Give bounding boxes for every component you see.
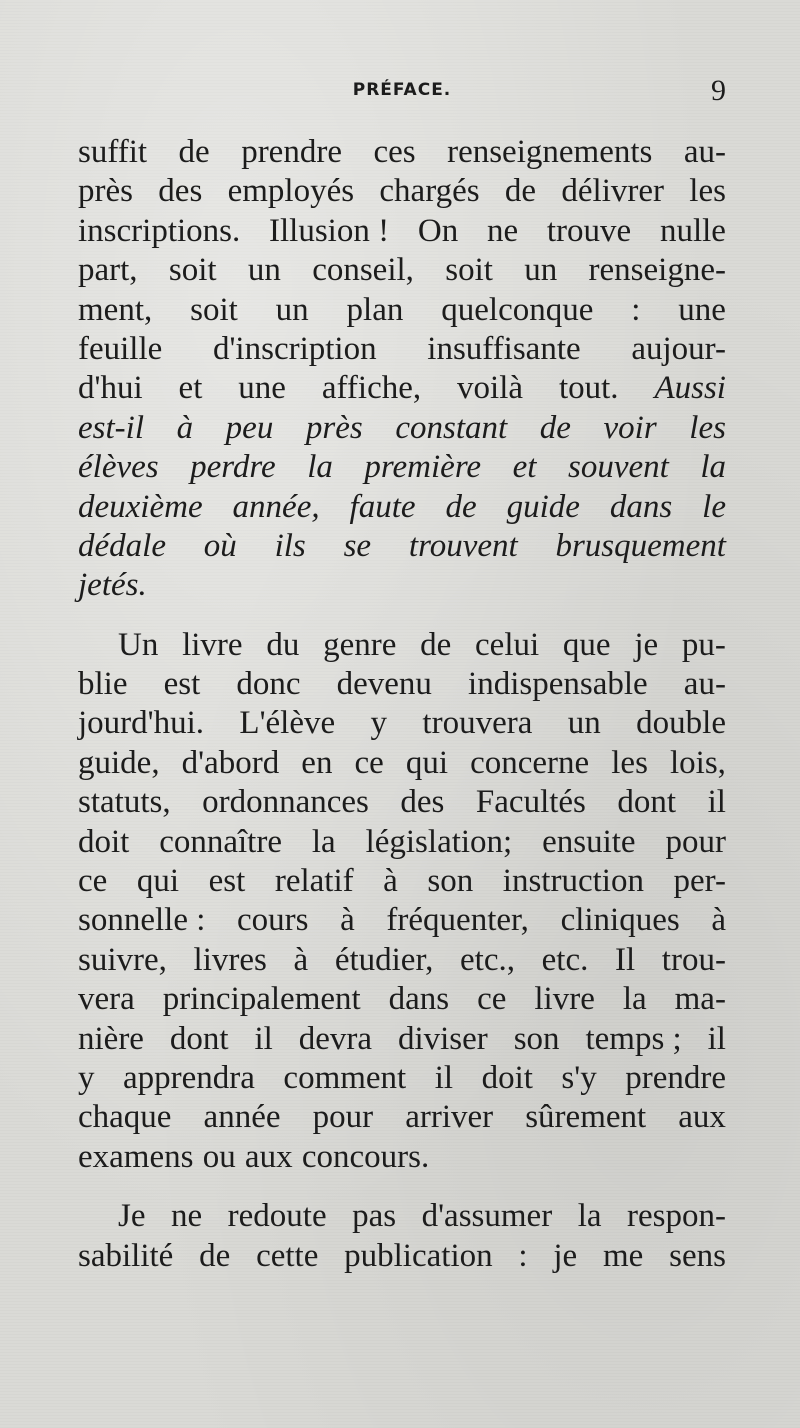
- running-head: PRÉFACE.: [352, 80, 452, 100]
- word: je: [634, 626, 659, 663]
- word: en: [301, 744, 333, 781]
- paragraph: [78, 1197, 726, 1276]
- word: arriver: [405, 1099, 494, 1136]
- text-line: [78, 823, 726, 862]
- word: etc.,: [460, 941, 515, 978]
- word: voilà: [457, 370, 524, 407]
- word: me: [603, 1237, 644, 1274]
- word: inscriptions.: [78, 212, 241, 249]
- word: Illusion !: [269, 212, 390, 249]
- word: sabilité: [78, 1237, 174, 1274]
- word: la: [307, 449, 333, 486]
- word: jourd'hui.: [78, 705, 205, 742]
- word: nulle: [659, 212, 726, 249]
- word: il: [254, 1020, 273, 1057]
- text-line: [78, 1197, 726, 1236]
- word: ils: [274, 527, 306, 564]
- word: la: [622, 981, 647, 1018]
- word: suivre,: [78, 941, 167, 978]
- word: qui: [405, 744, 449, 781]
- word: à: [383, 863, 398, 900]
- word: à: [293, 941, 309, 978]
- word: aujour-: [631, 330, 726, 367]
- word: de: [199, 1237, 231, 1274]
- text-line: [78, 488, 726, 527]
- word: constant: [395, 409, 508, 446]
- word: des: [400, 784, 445, 821]
- word: concerne: [470, 744, 590, 781]
- word: brusquement: [555, 527, 726, 564]
- word: pour: [665, 823, 726, 860]
- word: où: [203, 527, 237, 564]
- word: :: [631, 291, 641, 328]
- word: de: [504, 173, 537, 210]
- text-line: [78, 527, 726, 566]
- word: soit: [445, 252, 493, 289]
- word: est: [208, 863, 246, 900]
- text-line: [78, 448, 726, 487]
- word: nière: [78, 1020, 144, 1057]
- word: délivrer: [561, 173, 664, 210]
- word: devra: [298, 1020, 373, 1057]
- word: un: [275, 291, 309, 328]
- word: part,: [78, 252, 138, 289]
- word: de: [539, 409, 571, 446]
- word: prendre: [625, 1059, 726, 1096]
- word: aux: [244, 1138, 293, 1175]
- word: il: [707, 784, 726, 821]
- word: ce: [78, 863, 108, 900]
- word: année,: [232, 488, 320, 525]
- word: au-: [683, 666, 726, 703]
- word: pu-: [681, 626, 726, 663]
- word: ensuite: [542, 823, 636, 860]
- text-line: [78, 941, 726, 980]
- word: une: [678, 291, 726, 328]
- word: On: [417, 212, 459, 249]
- text-line: [78, 291, 726, 330]
- word: doit: [481, 1059, 533, 1096]
- word: son: [427, 863, 474, 900]
- word: y: [370, 705, 388, 742]
- word: temps ;: [585, 1020, 682, 1057]
- page-number: 9: [711, 74, 726, 107]
- word: se: [343, 527, 372, 564]
- word: au-: [683, 134, 726, 170]
- text-line: [78, 862, 726, 901]
- word: d'inscription: [212, 330, 377, 367]
- word: dans: [388, 981, 450, 1018]
- word: et: [512, 449, 537, 486]
- word: à: [711, 902, 726, 939]
- word: principalement: [162, 981, 361, 1018]
- word: je: [553, 1237, 578, 1274]
- word: etc.: [541, 941, 589, 978]
- word: publication: [344, 1237, 493, 1274]
- word: voir: [603, 409, 657, 446]
- word: sens: [669, 1237, 726, 1274]
- word: sûrement: [525, 1099, 647, 1136]
- word: chargés: [379, 173, 480, 210]
- word: élèves: [78, 449, 159, 486]
- word: ce: [354, 744, 384, 781]
- word: une: [238, 370, 286, 407]
- paragraph: [78, 133, 726, 606]
- text-line: [78, 704, 726, 743]
- word: année: [203, 1099, 281, 1136]
- word: près: [305, 409, 363, 446]
- word: conseil,: [312, 252, 414, 289]
- word: soit: [168, 252, 217, 289]
- text-line: [78, 566, 726, 605]
- word: livre: [534, 981, 595, 1018]
- word: son: [513, 1020, 560, 1057]
- word: respon-: [627, 1198, 726, 1235]
- text-line: [78, 251, 726, 290]
- paragraph-gap: [78, 1177, 726, 1197]
- word: L'élève: [239, 705, 336, 742]
- word: d'assumer: [421, 1198, 553, 1235]
- word: comment: [283, 1059, 407, 1096]
- word: législation;: [365, 823, 513, 860]
- word: de: [178, 134, 210, 170]
- word: peu: [225, 409, 274, 446]
- word: per-: [673, 863, 726, 900]
- word: à: [176, 409, 194, 446]
- text-line: [78, 901, 726, 940]
- word: cliniques: [560, 902, 680, 939]
- word: concours.: [301, 1138, 430, 1175]
- word: le: [702, 488, 726, 525]
- word: est: [163, 666, 201, 703]
- word: doit: [78, 823, 130, 860]
- word: dont: [169, 1020, 229, 1057]
- word: près: [78, 173, 133, 210]
- word: livre: [182, 626, 243, 663]
- word: des: [158, 173, 203, 210]
- word: ment,: [78, 291, 153, 328]
- text-line: [78, 1138, 726, 1177]
- text-line: [78, 665, 726, 704]
- text-line: [78, 1098, 726, 1137]
- word: un: [247, 252, 281, 289]
- text-line: [78, 409, 726, 448]
- word: instruction: [502, 863, 644, 900]
- paragraph: [78, 626, 726, 1177]
- text-line: [78, 369, 726, 408]
- word: étudier,: [334, 941, 434, 978]
- word: lois,: [669, 744, 726, 781]
- word: un: [524, 252, 558, 289]
- word: diviser: [397, 1020, 488, 1057]
- word: insuffisante: [427, 330, 581, 367]
- word: relatif: [274, 863, 354, 900]
- word: celui: [475, 626, 540, 663]
- word: la: [700, 449, 726, 486]
- word: il: [707, 1020, 726, 1057]
- word: trouvera: [422, 705, 533, 742]
- word: dans: [609, 488, 673, 525]
- word: faute: [349, 488, 416, 525]
- word: pas: [352, 1198, 397, 1235]
- word: un: [567, 705, 601, 742]
- word: redoute: [227, 1198, 327, 1235]
- word: dont: [617, 784, 677, 821]
- word: employés: [227, 173, 355, 210]
- word: souvent: [567, 449, 669, 486]
- word: vera: [78, 981, 135, 1018]
- word: fréquenter,: [386, 902, 529, 939]
- word: première: [364, 449, 482, 486]
- text-line: [78, 330, 726, 369]
- word: d'hui: [78, 370, 143, 407]
- text-line: [78, 1020, 726, 1059]
- text-line: [78, 172, 726, 211]
- word: suffit: [78, 134, 148, 170]
- word: dédale: [78, 527, 166, 564]
- word: :: [518, 1237, 528, 1274]
- word: ordonnances: [202, 784, 369, 821]
- word: de: [445, 488, 477, 525]
- word: renseigne-: [588, 252, 726, 289]
- text-line: [78, 744, 726, 783]
- word: et: [178, 370, 203, 407]
- word: double: [636, 705, 726, 742]
- word: perdre: [190, 449, 276, 486]
- word: ce: [477, 981, 507, 1018]
- word: blie: [78, 666, 128, 703]
- word: soit: [190, 291, 238, 328]
- text-line: [78, 133, 726, 172]
- word: apprendra: [123, 1059, 255, 1096]
- word: ma-: [674, 981, 726, 1018]
- text-line: [78, 1237, 726, 1276]
- word: il: [434, 1059, 454, 1096]
- word: du: [266, 626, 300, 663]
- word: Je: [118, 1198, 146, 1235]
- word: la: [577, 1198, 602, 1235]
- word: renseignements: [447, 134, 653, 170]
- word: devenu: [336, 666, 432, 703]
- word: trouve: [546, 212, 632, 249]
- word: de: [420, 626, 452, 663]
- word: chaque: [78, 1099, 172, 1136]
- word: Facultés: [475, 784, 586, 821]
- text-line: [78, 980, 726, 1019]
- text-line: [78, 212, 726, 251]
- word: d'abord: [181, 744, 280, 781]
- word: qui: [136, 863, 180, 900]
- word: les: [689, 173, 726, 210]
- word: ou: [202, 1138, 236, 1175]
- word: Un: [118, 626, 159, 663]
- word: cette: [256, 1237, 319, 1274]
- text-line: [78, 1059, 726, 1098]
- word: feuille: [78, 330, 163, 367]
- word: affiche,: [321, 370, 422, 407]
- text-line: [78, 626, 726, 665]
- word: ne: [171, 1198, 203, 1235]
- word: jetés.: [78, 567, 147, 604]
- word: examens: [78, 1138, 194, 1175]
- word: quelconque: [441, 291, 594, 328]
- word: que: [562, 626, 611, 663]
- word: connaître: [159, 823, 282, 860]
- word: ne: [486, 212, 519, 249]
- word: Aussi: [654, 370, 726, 407]
- word: est-il: [78, 409, 144, 446]
- word: y: [78, 1059, 95, 1096]
- word: à: [340, 902, 355, 939]
- word: prendre: [241, 134, 342, 170]
- word: pour: [312, 1099, 374, 1136]
- word: donc: [236, 666, 301, 703]
- word: tout.: [558, 370, 619, 407]
- word: la: [311, 823, 336, 860]
- word: plan: [346, 291, 404, 328]
- word: sonnelle :: [78, 902, 206, 939]
- paragraph-gap: [78, 606, 726, 626]
- word: genre: [323, 626, 397, 663]
- word: s'y: [561, 1059, 597, 1096]
- word: trouvent: [408, 527, 518, 564]
- word: trou-: [661, 941, 726, 978]
- word: ces: [373, 134, 416, 170]
- body-text: [78, 133, 726, 1276]
- word: les: [689, 409, 726, 446]
- text-line: [78, 783, 726, 822]
- word: cours: [237, 902, 309, 939]
- page-header: [78, 74, 726, 114]
- word: Il: [614, 941, 636, 978]
- word: aux: [678, 1099, 726, 1136]
- word: livres: [193, 941, 267, 978]
- word: deuxième: [78, 488, 203, 525]
- word: guide: [506, 488, 580, 525]
- word: indispensable: [468, 666, 648, 703]
- word: statuts,: [78, 784, 171, 821]
- word: les: [611, 744, 648, 781]
- word: guide,: [78, 744, 160, 781]
